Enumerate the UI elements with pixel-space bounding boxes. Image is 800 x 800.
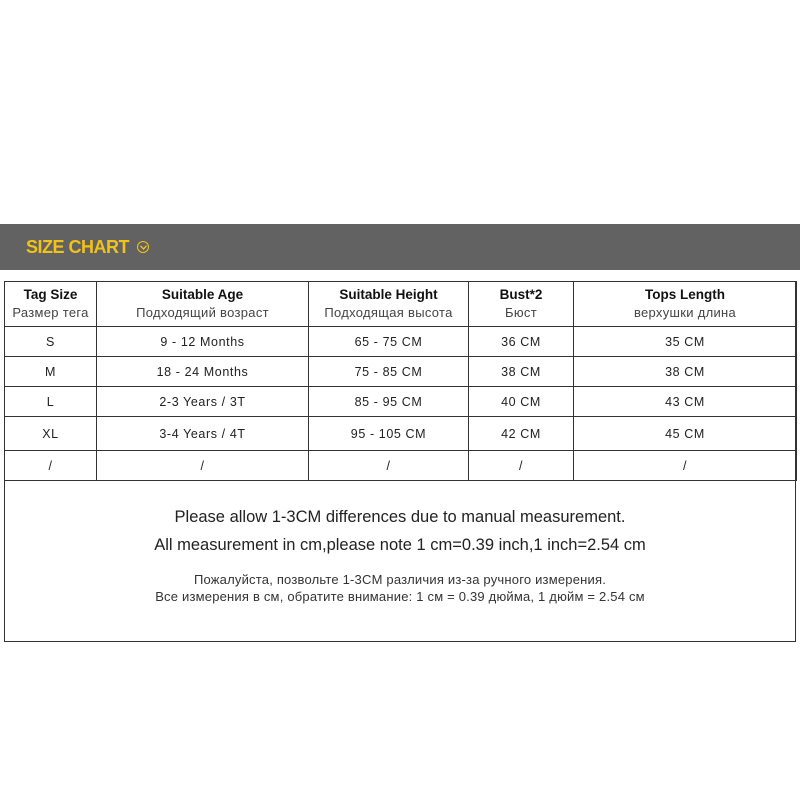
cell-bust: 36 CM bbox=[469, 327, 574, 357]
cell-tops-length: 38 CM bbox=[574, 357, 797, 387]
cell-tag-size: S bbox=[5, 327, 97, 357]
note-en-line-2: All measurement in cm,please note 1 cm=0.39 inch,1 inch=2.54 cm bbox=[154, 536, 646, 554]
cell-tops-length: 35 CM bbox=[574, 327, 797, 357]
cell-tag-size: / bbox=[5, 451, 97, 481]
measurement-notes bbox=[4, 503, 796, 605]
cell-tops-length: / bbox=[574, 451, 797, 481]
note-en-line-1: Please allow 1-3CM differences due to manual measurement. bbox=[174, 508, 626, 526]
cell-height: 95 - 105 CM bbox=[309, 417, 469, 451]
cell-bust: / bbox=[469, 451, 574, 481]
cell-bust: 42 CM bbox=[469, 417, 574, 451]
table-header-row bbox=[5, 282, 797, 327]
cell-bust: 40 CM bbox=[469, 387, 574, 417]
size-table bbox=[4, 281, 797, 481]
banner-title: SIZE CHART bbox=[26, 236, 129, 257]
header-tag-size: Tag Size Размер тега bbox=[5, 282, 97, 327]
note-ru-line-2: Все измерения в см, обратите внимание: 1 см = 0.39 дюйма, 1 дюйм = 2.54 см bbox=[155, 589, 645, 604]
cell-height: 75 - 85 CM bbox=[309, 357, 469, 387]
table-row bbox=[5, 327, 797, 357]
table-row bbox=[5, 417, 797, 451]
header-tops-length: Tops Length верхушки длина bbox=[574, 282, 797, 327]
cell-tag-size: M bbox=[5, 357, 97, 387]
cell-bust: 38 CM bbox=[469, 357, 574, 387]
chevron-down-circle-icon bbox=[137, 241, 149, 253]
cell-tag-size: XL bbox=[5, 417, 97, 451]
table-row bbox=[5, 357, 797, 387]
table-row bbox=[5, 387, 797, 417]
table-row bbox=[5, 451, 797, 481]
cell-age: 2-3 Years / 3T bbox=[97, 387, 309, 417]
cell-tag-size: L bbox=[5, 387, 97, 417]
cell-height: 85 - 95 CM bbox=[309, 387, 469, 417]
cell-height: / bbox=[309, 451, 469, 481]
cell-age: / bbox=[97, 451, 309, 481]
header-suitable-height: Suitable Height Подходящая высота bbox=[309, 282, 469, 327]
cell-tops-length: 45 CM bbox=[574, 417, 797, 451]
header-bust: Bust*2 Бюст bbox=[469, 282, 574, 327]
cell-age: 9 - 12 Months bbox=[97, 327, 309, 357]
size-chart-banner bbox=[0, 224, 800, 270]
cell-tops-length: 43 CM bbox=[574, 387, 797, 417]
header-suitable-age: Suitable Age Подходящий возраст bbox=[97, 282, 309, 327]
note-ru-line-1: Пожалуйста, позвольте 1-3CM различия из-за ручного измерения. bbox=[193, 572, 607, 587]
cell-age: 3-4 Years / 4T bbox=[97, 417, 309, 451]
cell-age: 18 - 24 Months bbox=[97, 357, 309, 387]
cell-height: 65 - 75 CM bbox=[309, 327, 469, 357]
